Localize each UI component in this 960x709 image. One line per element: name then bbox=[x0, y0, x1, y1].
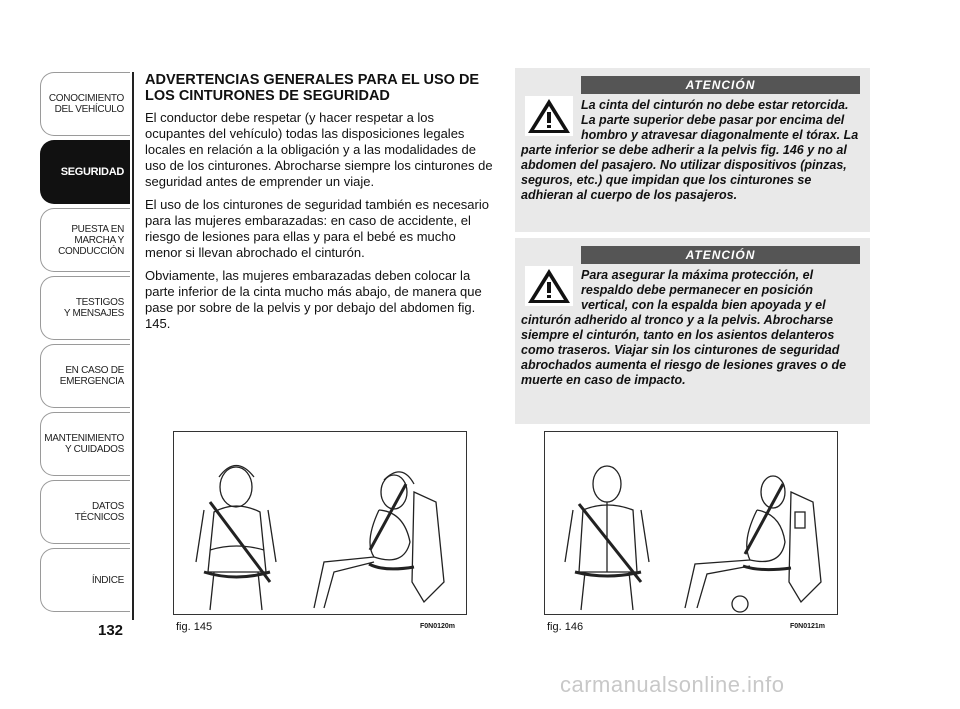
warning-box bbox=[515, 238, 870, 424]
warning-text: Para asegurar la máxima protección, el respaldo debe permanecer en posición vertical, con la espalda bien apoyada y el cinturón adherido al tronco y a la pelvis. Abrocharse siempre el cinturón, tanto en los asientos delanteros como traseros. Viajar sin los cinturones de seguridad abrochados aumenta el riesgo de lesiones graves o de muerte en caso de impacto. bbox=[521, 268, 847, 387]
paragraph: El conductor debe respetar (y hacer respetar a los ocupantes del vehículo) todas las disposiciones legales locales en relación a la obligación y a las modalidades de uso de los cinturones. Abrocharse siempre los cinturones de seguridad antes de emprender un viaje. bbox=[145, 110, 493, 189]
tab-seguridad[interactable]: SEGURIDAD bbox=[40, 140, 130, 204]
paragraph: Obviamente, las mujeres embarazadas deben colocar la parte inferior de la cinta mucho más abajo, de manera que pase por sobre de la pelvis y por debajo del abdomen fig. 145. bbox=[145, 268, 482, 331]
warning-header: ATENCIÓN bbox=[581, 76, 860, 94]
warning-text: La cinta del cinturón no debe estar retorcida. La parte superior debe pasar por encima del hombro y atravesar diagonalmente el tórax. La parte inferior se debe adherir a la pelvis fig. 146 y no al abdomen del pasajero. No utilizar dispositivos (pinzas, seguros, etc.) que impidan que los cinturones se adhieran al cuerpo de los pasajeros. bbox=[521, 98, 859, 202]
tab-emergencia[interactable]: EN CASO DE EMERGENCIA bbox=[40, 344, 130, 408]
figure-145-image bbox=[173, 431, 467, 615]
figure-caption: fig. 146 bbox=[547, 621, 584, 633]
figure-146-image bbox=[544, 431, 838, 615]
seatbelt-pregnant-illustration bbox=[174, 432, 466, 614]
warning-triangle-icon bbox=[525, 96, 573, 136]
warning-header: ATENCIÓN bbox=[581, 246, 860, 264]
figure-code: F0N0120m bbox=[420, 623, 456, 630]
tab-indice[interactable]: ÍNDICE bbox=[40, 548, 130, 612]
chapter-sidebar bbox=[40, 72, 134, 620]
main-column bbox=[145, 72, 495, 339]
watermark-text: carmanualsonline.info bbox=[560, 672, 785, 697]
tab-conocimiento[interactable]: CONOCIMIENTO DEL VEHÍCULO bbox=[40, 72, 130, 136]
figure-caption: fig. 145 bbox=[176, 621, 213, 633]
tab-mantenimiento[interactable]: MANTENIMIENTO Y CUIDADOS bbox=[40, 412, 130, 476]
seatbelt-correct-use-illustration bbox=[545, 432, 837, 614]
warning-box bbox=[515, 68, 870, 232]
figure-code: F0N0121m bbox=[790, 623, 826, 630]
tab-testigos[interactable]: TESTIGOS Y MENSAJES bbox=[40, 276, 130, 340]
section-title: ADVERTENCIAS GENERALES PARA EL USO DE LOS CINTURONES DE SEGURIDAD bbox=[145, 72, 480, 104]
warning-triangle-icon bbox=[525, 266, 573, 306]
paragraph: El uso de los cinturones de seguridad también es necesario para las mujeres embarazadas: en caso de accidente, el riesgo de lesiones para ellas y para el bebé es mucho menor si llevan abrochado el cinturón. bbox=[145, 197, 489, 260]
tab-puesta-en-marcha[interactable]: PUESTA EN MARCHA Y CONDUCCIÓN bbox=[40, 208, 130, 272]
page-number: 132 bbox=[98, 622, 124, 639]
tab-datos-tecnicos[interactable]: DATOS TÉCNICOS bbox=[40, 480, 130, 544]
